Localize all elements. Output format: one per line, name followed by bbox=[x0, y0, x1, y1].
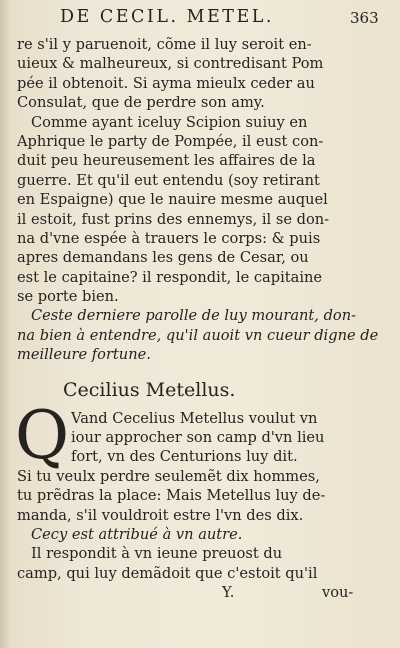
catchword: vou- bbox=[322, 584, 354, 602]
paragraph-preuost bbox=[17, 544, 373, 583]
text-line: Consulat, que de perdre son amy. bbox=[17, 94, 265, 112]
running-title: DE CECIL. METEL. bbox=[60, 7, 274, 27]
paragraph-continued bbox=[17, 35, 373, 113]
page-footer bbox=[17, 583, 373, 602]
spacer bbox=[17, 365, 373, 377]
text-line: Aphrique le party de Pompée, il eust con- bbox=[17, 132, 324, 150]
page-gutter-shadow bbox=[0, 0, 10, 648]
text-line: guerre. Et qu'il eut entendu (soy retirant bbox=[17, 171, 320, 189]
text-line: en Espaigne) que le nauire mesme auquel bbox=[17, 191, 328, 209]
text-line: pée il obtenoit. Si ayma mieulx ceder au bbox=[17, 74, 315, 92]
text-line: fort, vn des Centurions luy dit. bbox=[71, 448, 298, 466]
italic-line: meilleure fortune. bbox=[17, 346, 151, 364]
text-line: tu prẽdras la place: Mais Metellus luy de- bbox=[17, 487, 326, 505]
page-number: 363 bbox=[350, 9, 379, 27]
italic-commentary bbox=[17, 306, 379, 364]
text-line: apres demandans les gens de Cesar, ou bbox=[17, 249, 309, 267]
signature-mark: Y. bbox=[222, 584, 235, 602]
text-line: re s'il y paruenoit, cõme il luy seroit en- bbox=[17, 36, 312, 53]
text-line: manda, s'il vouldroit estre l'vn des dix. bbox=[17, 506, 304, 524]
text-line: camp, qui luy demãdoit que c'estoit qu'il bbox=[17, 564, 318, 582]
body-text bbox=[15, 35, 379, 603]
drop-cap-initial: Q bbox=[15, 396, 70, 474]
text-line: se porte bien. bbox=[17, 288, 119, 306]
text-line: il estoit, fust prins des ennemys, il se don- bbox=[17, 210, 330, 228]
section-heading: Cecilius Metellus. bbox=[63, 378, 236, 401]
text-line: Vand Cecelius Metellus voulut vn bbox=[71, 409, 318, 427]
text-line: na d'vne espée à trauers le corps: & puis bbox=[17, 229, 321, 247]
text-line: uieux & malheureux, si contredisant Pom bbox=[17, 55, 324, 73]
text-line: duit peu heureusement les affaires de la bbox=[17, 152, 316, 170]
paragraph-metellus bbox=[15, 396, 373, 525]
text-line: iour approcher son camp d'vn lieu bbox=[71, 429, 325, 447]
text-line: Il respondit à vn ieune preuost du bbox=[31, 545, 283, 563]
italic-line: Ceste derniere parolle de luy mourant, don- bbox=[31, 307, 357, 325]
paragraph-scipion bbox=[17, 113, 373, 307]
text-line: est le capitaine? il respondit, le capitaine bbox=[17, 268, 323, 286]
text-line: Comme ayant iceluy Scipion suiuy en bbox=[31, 113, 308, 131]
text-line: Si tu veulx perdre seulemẽt dix hommes, bbox=[17, 467, 320, 485]
italic-attribution: Cecy est attribué à vn autre. bbox=[31, 525, 243, 543]
italic-line: na bien à entendre, qu'il auoit vn cueur digne de bbox=[17, 326, 379, 344]
